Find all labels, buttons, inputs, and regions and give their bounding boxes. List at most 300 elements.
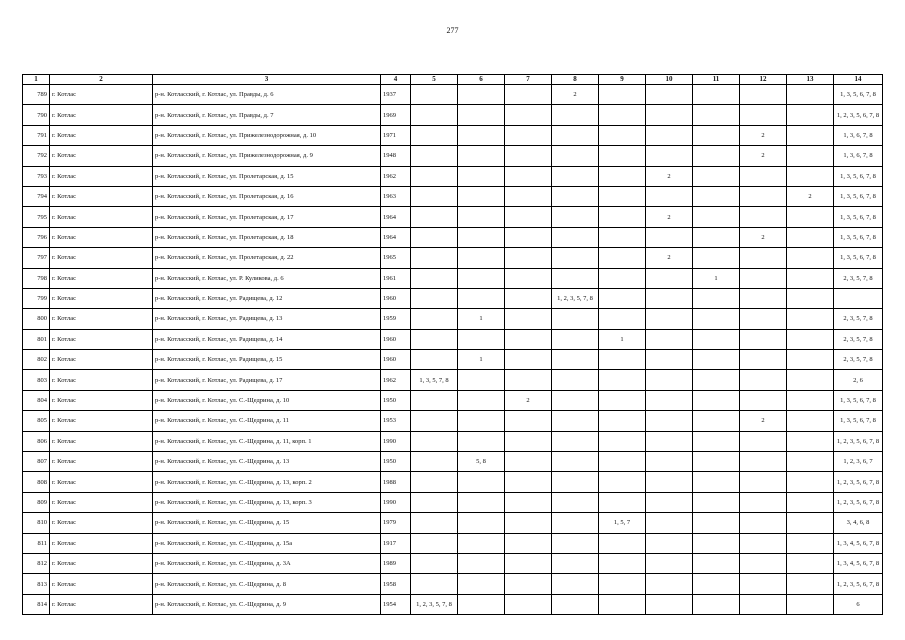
year-cell: 1979 (381, 513, 411, 533)
address-cell: р-н. Котласский, г. Котлас, ул. Пролетарская, д. 15 (153, 166, 381, 186)
value-cell: 2 (505, 390, 552, 410)
value-cell (740, 105, 787, 125)
value-cell (599, 186, 646, 206)
table-row (23, 146, 883, 166)
row-number: 803 (23, 370, 50, 390)
value-cell: 1, 3, 5, 6, 7, 8 (834, 85, 883, 105)
value-cell (787, 370, 834, 390)
address-cell: р-н. Котласский, г. Котлас, ул. С.-Щедрина, д. 11 (153, 411, 381, 431)
address-cell: р-н. Котласский, г. Котлас, ул. Радищева, д. 15 (153, 350, 381, 370)
year-cell: 1960 (381, 350, 411, 370)
value-cell (740, 472, 787, 492)
value-cell (458, 166, 505, 186)
value-cell (411, 472, 458, 492)
value-cell (787, 288, 834, 308)
value-cell (599, 207, 646, 227)
value-cell (599, 146, 646, 166)
value-cell (458, 146, 505, 166)
row-number: 814 (23, 594, 50, 614)
value-cell (599, 248, 646, 268)
settlement-cell: г. Котлас (50, 513, 153, 533)
value-cell (458, 105, 505, 125)
value-cell (505, 166, 552, 186)
value-cell: 2, 6 (834, 370, 883, 390)
value-cell (787, 553, 834, 573)
settlement-cell: г. Котлас (50, 105, 153, 125)
value-cell: 1, 2, 3, 5, 6, 7, 8 (834, 105, 883, 125)
table-row (23, 186, 883, 206)
address-cell: р-н. Котласский, г. Котлас, ул. Прижелезнодорожная, д. 9 (153, 146, 381, 166)
column-header: 11 (693, 75, 740, 85)
table-row (23, 594, 883, 614)
year-cell: 1950 (381, 452, 411, 472)
value-cell (740, 166, 787, 186)
value-cell (646, 350, 693, 370)
row-number: 796 (23, 227, 50, 247)
value-cell (646, 574, 693, 594)
value-cell (787, 574, 834, 594)
table-row (23, 492, 883, 512)
table-row (23, 574, 883, 594)
address-cell: р-н. Котласский, г. Котлас, ул. Радищева, д. 12 (153, 288, 381, 308)
value-cell (693, 248, 740, 268)
value-cell (740, 207, 787, 227)
page-number: 277 (446, 26, 459, 35)
settlement-cell: г. Котлас (50, 452, 153, 472)
value-cell: 1, 3, 5, 7, 8 (411, 370, 458, 390)
table-row (23, 411, 883, 431)
value-cell (599, 553, 646, 573)
year-cell: 1960 (381, 288, 411, 308)
year-cell: 1961 (381, 268, 411, 288)
year-cell: 1950 (381, 390, 411, 410)
value-cell (458, 227, 505, 247)
value-cell (505, 350, 552, 370)
address-cell: р-н. Котласский, г. Котлас, ул. Пролетарская, д. 16 (153, 186, 381, 206)
column-header: 9 (599, 75, 646, 85)
year-cell: 1937 (381, 85, 411, 105)
value-cell (505, 574, 552, 594)
value-cell (787, 105, 834, 125)
row-number: 807 (23, 452, 50, 472)
value-cell (411, 431, 458, 451)
value-cell (552, 207, 599, 227)
value-cell (505, 513, 552, 533)
table-row (23, 105, 883, 125)
value-cell (693, 125, 740, 145)
column-header: 1 (23, 75, 50, 85)
value-cell: 1 (458, 350, 505, 370)
settlement-cell: г. Котлас (50, 288, 153, 308)
value-cell: 1, 3, 4, 5, 6, 7, 8 (834, 533, 883, 553)
value-cell: 1, 3, 5, 6, 7, 8 (834, 186, 883, 206)
address-cell: р-н. Котласский, г. Котлас, ул. Правды, д. 6 (153, 85, 381, 105)
column-header: 6 (458, 75, 505, 85)
value-cell (505, 431, 552, 451)
year-cell: 1964 (381, 207, 411, 227)
value-cell (411, 146, 458, 166)
year-cell: 1963 (381, 186, 411, 206)
row-number: 800 (23, 309, 50, 329)
address-cell: р-н. Котласский, г. Котлас, ул. С.-Щедрина, д. 9 (153, 594, 381, 614)
value-cell (740, 268, 787, 288)
value-cell: 1, 2, 3, 5, 6, 7, 8 (834, 472, 883, 492)
value-cell (458, 472, 505, 492)
value-cell (411, 288, 458, 308)
value-cell (552, 227, 599, 247)
row-number: 789 (23, 85, 50, 105)
value-cell (693, 186, 740, 206)
value-cell (552, 329, 599, 349)
value-cell (458, 594, 505, 614)
row-number: 801 (23, 329, 50, 349)
value-cell: 2 (646, 248, 693, 268)
table-body (23, 85, 883, 615)
value-cell (505, 105, 552, 125)
value-cell (411, 492, 458, 512)
value-cell (411, 553, 458, 573)
column-header: 2 (50, 75, 153, 85)
value-cell (505, 553, 552, 573)
row-number: 802 (23, 350, 50, 370)
value-cell (693, 574, 740, 594)
value-cell: 1, 3, 5, 6, 7, 8 (834, 227, 883, 247)
value-cell (787, 594, 834, 614)
value-cell (552, 411, 599, 431)
value-cell (693, 431, 740, 451)
year-cell: 1965 (381, 248, 411, 268)
value-cell (787, 146, 834, 166)
table-row (23, 227, 883, 247)
value-cell: 1 (599, 329, 646, 349)
row-number: 798 (23, 268, 50, 288)
value-cell (505, 472, 552, 492)
settlement-cell: г. Котлас (50, 594, 153, 614)
value-cell: 1, 2, 3, 5, 7, 8 (411, 594, 458, 614)
settlement-cell: г. Котлас (50, 574, 153, 594)
settlement-cell: г. Котлас (50, 207, 153, 227)
value-cell (599, 533, 646, 553)
value-cell (787, 85, 834, 105)
value-cell: 1, 3, 6, 7, 8 (834, 125, 883, 145)
value-cell: 1, 2, 3, 5, 6, 7, 8 (834, 574, 883, 594)
value-cell (787, 125, 834, 145)
column-header: 7 (505, 75, 552, 85)
value-cell (693, 411, 740, 431)
value-cell (505, 227, 552, 247)
row-number: 791 (23, 125, 50, 145)
value-cell (411, 574, 458, 594)
value-cell (411, 207, 458, 227)
row-number: 795 (23, 207, 50, 227)
value-cell (458, 370, 505, 390)
value-cell (411, 248, 458, 268)
value-cell (787, 166, 834, 186)
table-row (23, 350, 883, 370)
address-cell: р-н. Котласский, г. Котлас, ул. Прижелезнодорожная, д. 10 (153, 125, 381, 145)
row-number: 809 (23, 492, 50, 512)
value-cell (599, 411, 646, 431)
address-cell: р-н. Котласский, г. Котлас, ул. С.-Щедрина, д. 13, корп. 2 (153, 472, 381, 492)
value-cell (599, 472, 646, 492)
value-cell (552, 594, 599, 614)
value-cell (740, 329, 787, 349)
value-cell: 1, 2, 3, 6, 7 (834, 452, 883, 472)
value-cell (411, 513, 458, 533)
value-cell: 1 (458, 309, 505, 329)
table-row (23, 268, 883, 288)
value-cell (411, 452, 458, 472)
value-cell (740, 288, 787, 308)
value-cell: 2 (740, 146, 787, 166)
value-cell (787, 227, 834, 247)
value-cell (411, 309, 458, 329)
value-cell (693, 105, 740, 125)
value-cell (552, 533, 599, 553)
value-cell (693, 370, 740, 390)
value-cell (552, 248, 599, 268)
year-cell: 1962 (381, 370, 411, 390)
value-cell (458, 411, 505, 431)
value-cell (787, 452, 834, 472)
row-number: 792 (23, 146, 50, 166)
value-cell (787, 268, 834, 288)
settlement-cell: г. Котлас (50, 390, 153, 410)
value-cell (787, 431, 834, 451)
value-cell (599, 492, 646, 512)
value-cell (458, 431, 505, 451)
value-cell (599, 390, 646, 410)
value-cell: 1, 3, 6, 7, 8 (834, 146, 883, 166)
row-number: 805 (23, 411, 50, 431)
value-cell (646, 186, 693, 206)
row-number: 813 (23, 574, 50, 594)
value-cell (599, 431, 646, 451)
value-cell (787, 411, 834, 431)
value-cell (646, 452, 693, 472)
value-cell (552, 431, 599, 451)
value-cell: 1, 5, 7 (599, 513, 646, 533)
value-cell (458, 329, 505, 349)
table-row (23, 309, 883, 329)
column-header: 3 (153, 75, 381, 85)
year-cell: 1958 (381, 574, 411, 594)
address-cell: р-н. Котласский, г. Котлас, ул. С.-Щедрина, д. 10 (153, 390, 381, 410)
address-cell: р-н. Котласский, г. Котлас, ул. Правды, д. 7 (153, 105, 381, 125)
value-cell (693, 513, 740, 533)
housing-registry-table (22, 74, 883, 615)
value-cell: 1, 2, 3, 5, 6, 7, 8 (834, 492, 883, 512)
value-cell (693, 472, 740, 492)
year-cell: 1969 (381, 105, 411, 125)
value-cell: 1, 3, 5, 6, 7, 8 (834, 207, 883, 227)
value-cell (693, 329, 740, 349)
value-cell (505, 146, 552, 166)
value-cell (693, 288, 740, 308)
value-cell (787, 390, 834, 410)
table-row (23, 370, 883, 390)
year-cell: 1988 (381, 472, 411, 492)
value-cell (646, 553, 693, 573)
year-cell: 1964 (381, 227, 411, 247)
value-cell (411, 350, 458, 370)
value-cell (646, 146, 693, 166)
table-row (23, 329, 883, 349)
row-number: 811 (23, 533, 50, 553)
value-cell (552, 186, 599, 206)
settlement-cell: г. Котлас (50, 166, 153, 186)
value-cell (552, 370, 599, 390)
value-cell (458, 248, 505, 268)
column-header: 10 (646, 75, 693, 85)
value-cell: 1, 2, 3, 5, 6, 7, 8 (834, 431, 883, 451)
value-cell (552, 105, 599, 125)
value-cell (646, 533, 693, 553)
settlement-cell: г. Котлас (50, 85, 153, 105)
year-cell: 1917 (381, 533, 411, 553)
column-header: 12 (740, 75, 787, 85)
value-cell: 1 (693, 268, 740, 288)
table-row (23, 452, 883, 472)
value-cell (646, 411, 693, 431)
value-cell: 1, 3, 5, 6, 7, 8 (834, 166, 883, 186)
value-cell (505, 125, 552, 145)
value-cell (505, 452, 552, 472)
year-cell: 1990 (381, 431, 411, 451)
year-cell: 1960 (381, 329, 411, 349)
column-header: 13 (787, 75, 834, 85)
value-cell (458, 207, 505, 227)
settlement-cell: г. Котлас (50, 146, 153, 166)
value-cell (599, 105, 646, 125)
value-cell (599, 288, 646, 308)
value-cell (411, 268, 458, 288)
value-cell: 1, 3, 5, 6, 7, 8 (834, 390, 883, 410)
year-cell: 1989 (381, 553, 411, 573)
value-cell (693, 309, 740, 329)
value-cell (834, 288, 883, 308)
value-cell (552, 268, 599, 288)
value-cell (599, 370, 646, 390)
value-cell (740, 248, 787, 268)
value-cell (740, 350, 787, 370)
value-cell (787, 513, 834, 533)
value-cell (740, 553, 787, 573)
value-cell (552, 513, 599, 533)
value-cell (693, 492, 740, 512)
value-cell (646, 309, 693, 329)
address-cell: р-н. Котласский, г. Котлас, ул. Пролетарская, д. 22 (153, 248, 381, 268)
value-cell (552, 146, 599, 166)
column-header: 8 (552, 75, 599, 85)
value-cell (646, 329, 693, 349)
value-cell (693, 146, 740, 166)
value-cell (693, 85, 740, 105)
value-cell (505, 411, 552, 431)
value-cell (740, 594, 787, 614)
value-cell (740, 513, 787, 533)
value-cell (599, 125, 646, 145)
value-cell: 2 (740, 125, 787, 145)
value-cell: 2 (740, 411, 787, 431)
year-cell: 1948 (381, 146, 411, 166)
value-cell (505, 492, 552, 512)
value-cell (411, 186, 458, 206)
table-row (23, 533, 883, 553)
value-cell (599, 350, 646, 370)
settlement-cell: г. Котлас (50, 533, 153, 553)
settlement-cell: г. Котлас (50, 472, 153, 492)
table-row (23, 472, 883, 492)
address-cell: р-н. Котласский, г. Котлас, ул. С.-Щедрина, д. 11, корп. 1 (153, 431, 381, 451)
value-cell (693, 227, 740, 247)
value-cell (740, 309, 787, 329)
address-cell: р-н. Котласский, г. Котлас, ул. Пролетарская, д. 18 (153, 227, 381, 247)
value-cell: 2, 3, 5, 7, 8 (834, 268, 883, 288)
table-row (23, 513, 883, 533)
address-cell: р-н. Котласский, г. Котлас, ул. Пролетарская, д. 17 (153, 207, 381, 227)
value-cell (646, 594, 693, 614)
value-cell (411, 390, 458, 410)
value-cell: 2 (552, 85, 599, 105)
column-header: 14 (834, 75, 883, 85)
value-cell (740, 85, 787, 105)
value-cell (552, 390, 599, 410)
value-cell: 2, 3, 5, 7, 8 (834, 350, 883, 370)
value-cell (552, 472, 599, 492)
column-header: 4 (381, 75, 411, 85)
value-cell (458, 513, 505, 533)
value-cell (411, 166, 458, 186)
value-cell (411, 125, 458, 145)
row-number: 793 (23, 166, 50, 186)
settlement-cell: г. Котлас (50, 370, 153, 390)
value-cell (693, 390, 740, 410)
table-row (23, 166, 883, 186)
year-cell: 1962 (381, 166, 411, 186)
row-number: 806 (23, 431, 50, 451)
value-cell (646, 492, 693, 512)
value-cell (740, 186, 787, 206)
value-cell (552, 553, 599, 573)
value-cell (693, 533, 740, 553)
table-row (23, 553, 883, 573)
value-cell (693, 594, 740, 614)
year-cell: 1959 (381, 309, 411, 329)
address-cell: р-н. Котласский, г. Котлас, ул. С.-Щедрина, д. 15а (153, 533, 381, 553)
value-cell: 1, 3, 5, 6, 7, 8 (834, 411, 883, 431)
value-cell (740, 431, 787, 451)
value-cell: 1, 2, 3, 5, 7, 8 (552, 288, 599, 308)
value-cell: 2 (787, 186, 834, 206)
value-cell (411, 105, 458, 125)
value-cell (458, 125, 505, 145)
value-cell (458, 553, 505, 573)
value-cell (552, 125, 599, 145)
value-cell (693, 166, 740, 186)
value-cell (411, 411, 458, 431)
address-cell: р-н. Котласский, г. Котлас, ул. С.-Щедрина, д. 13, корп. 3 (153, 492, 381, 512)
value-cell (693, 207, 740, 227)
row-number: 812 (23, 553, 50, 573)
row-number: 794 (23, 186, 50, 206)
value-cell (552, 492, 599, 512)
value-cell (646, 105, 693, 125)
value-cell (458, 186, 505, 206)
value-cell (646, 85, 693, 105)
table-row (23, 85, 883, 105)
value-cell (505, 370, 552, 390)
